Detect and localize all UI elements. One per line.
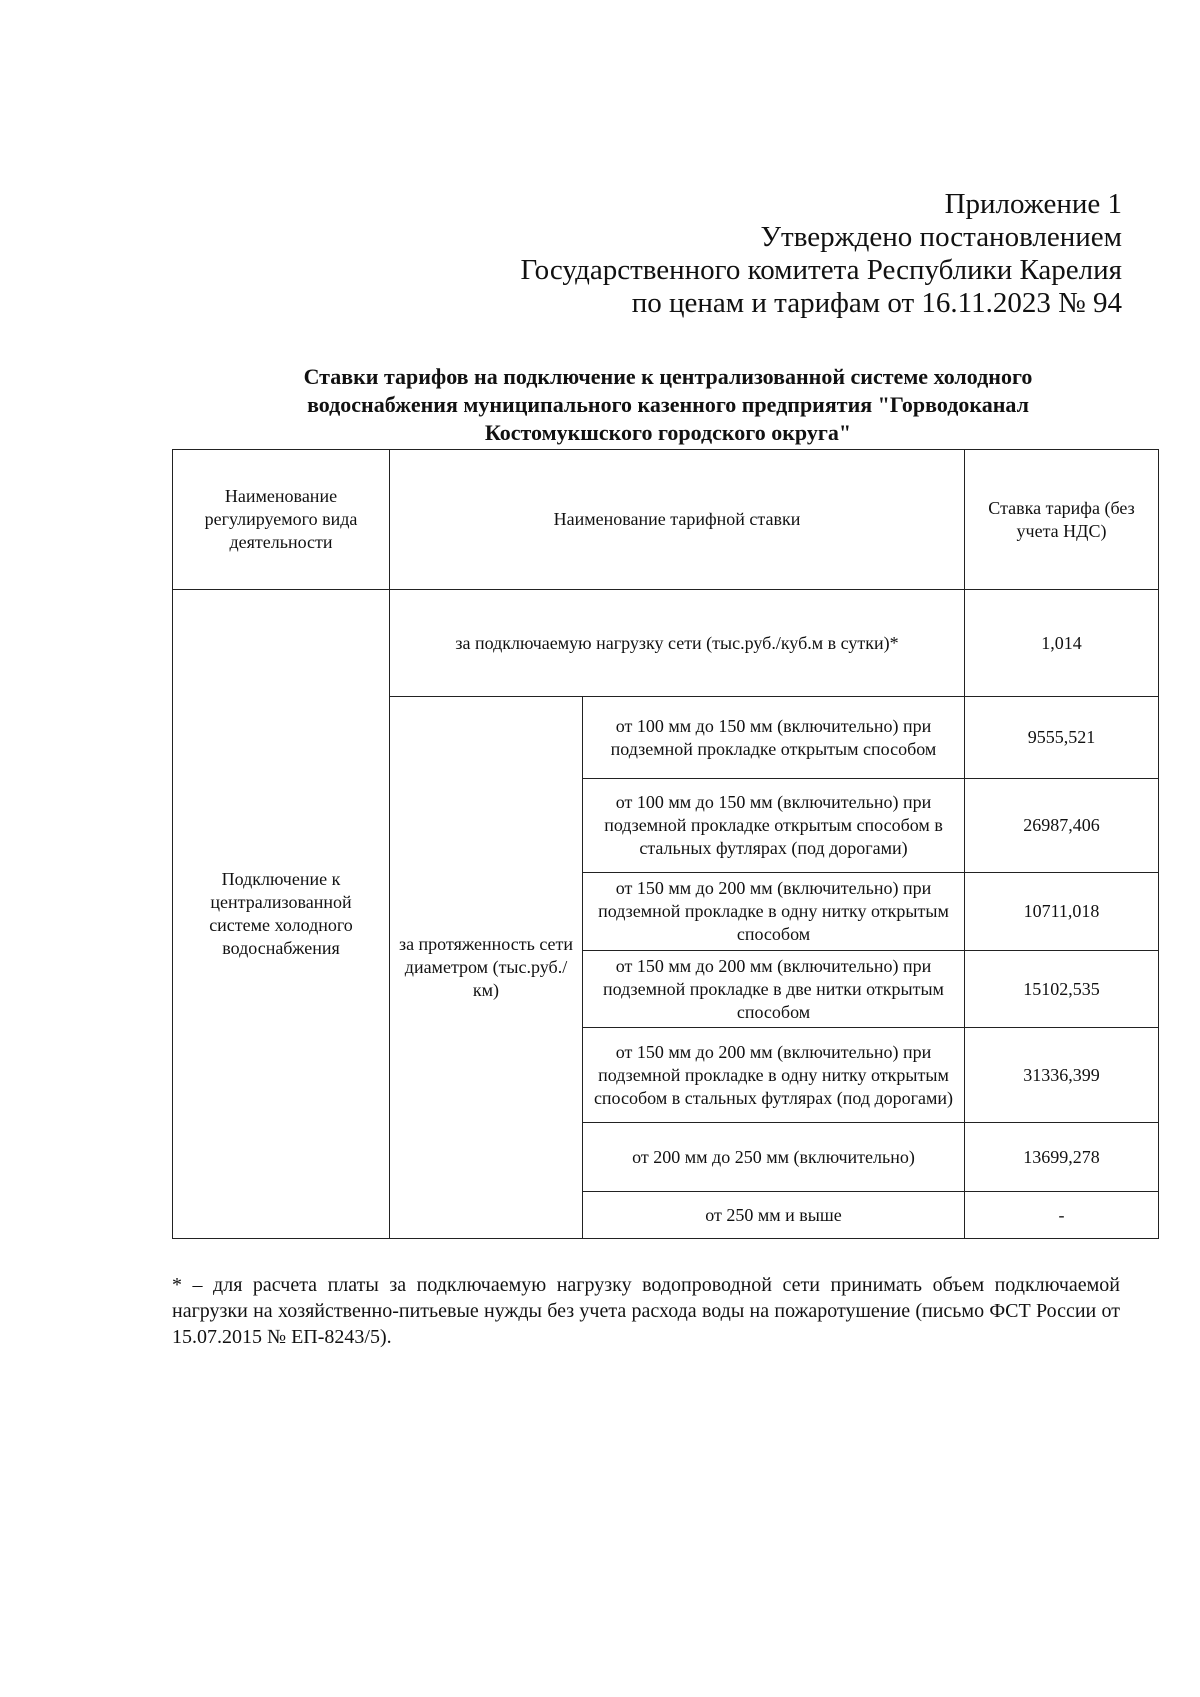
tariff-table <box>172 449 1159 1239</box>
row-label: от 100 мм до 150 мм (включительно) при подземной прокладке открытым способом в стальных футлярах (под дорогами) <box>583 779 965 873</box>
row-value: 26987,406 <box>965 779 1159 873</box>
length-rate-label: за протяженность сети диаметром (тыс.руб./км) <box>390 697 583 1239</box>
row-label: от 150 мм до 200 мм (включительно) при подземной прокладке в одну нитку открытым способом <box>583 873 965 951</box>
row-label: от 250 мм и выше <box>583 1192 965 1239</box>
row-label: от 150 мм до 200 мм (включительно) при подземной прокладке в одну нитку открытым способом в стальных футлярах (под дорогами) <box>583 1028 965 1123</box>
resolution-date-line: по ценам и тарифам от 16.11.2023 № 94 <box>631 287 1122 319</box>
row-value: 9555,521 <box>965 697 1159 779</box>
title-line-1: Ставки тарифов на подключение к централизованной системе холодного <box>303 364 1033 389</box>
row-label: от 200 мм до 250 мм (включительно) <box>583 1123 965 1192</box>
load-rate-value: 1,014 <box>965 590 1159 697</box>
header-activity: Наименование регулируемого вида деятельности <box>173 450 390 590</box>
row-value: 15102,535 <box>965 951 1159 1028</box>
header-rate-value: Ставка тарифа (без учета НДС) <box>965 450 1159 590</box>
footnote: * – для расчета платы за подключаемую нагрузку водопроводной сети принимать объем подключаемой нагрузки на хозяйственно-питьевые нужды без учета расхода воды на пожаротушение (письмо ФСТ России от 15.07.2015 № ЕП-8243/5). <box>172 1274 1120 1348</box>
committee-line: Государственного комитета Республики Карелия <box>520 254 1122 286</box>
row-value: 31336,399 <box>965 1028 1159 1123</box>
title-line-2: водоснабжения муниципального казенного предприятия "Горводоканал <box>307 392 1029 417</box>
approval-header <box>520 188 1122 320</box>
row-value: 13699,278 <box>965 1123 1159 1192</box>
appendix-label: Приложение 1 <box>944 188 1122 220</box>
table-header-row <box>173 450 1159 590</box>
approval-line: Утверждено постановлением <box>760 221 1122 253</box>
load-rate-label: за подключаемую нагрузку сети (тыс.руб./куб.м в сутки)* <box>390 590 965 697</box>
activity-cell: Подключение к централизованной системе холодного водоснабжения <box>173 590 390 1239</box>
table-row <box>173 590 1159 697</box>
row-value: 10711,018 <box>965 873 1159 951</box>
row-label: от 100 мм до 150 мм (включительно) при подземной прокладке открытым способом <box>583 697 965 779</box>
row-value: - <box>965 1192 1159 1239</box>
title-line-3: Костомукшского городского округа" <box>484 420 852 445</box>
header-rate-name: Наименование тарифной ставки <box>390 450 965 590</box>
document-title <box>172 363 1164 447</box>
row-label: от 150 мм до 200 мм (включительно) при подземной прокладке в две нитки открытым способом <box>583 951 965 1028</box>
